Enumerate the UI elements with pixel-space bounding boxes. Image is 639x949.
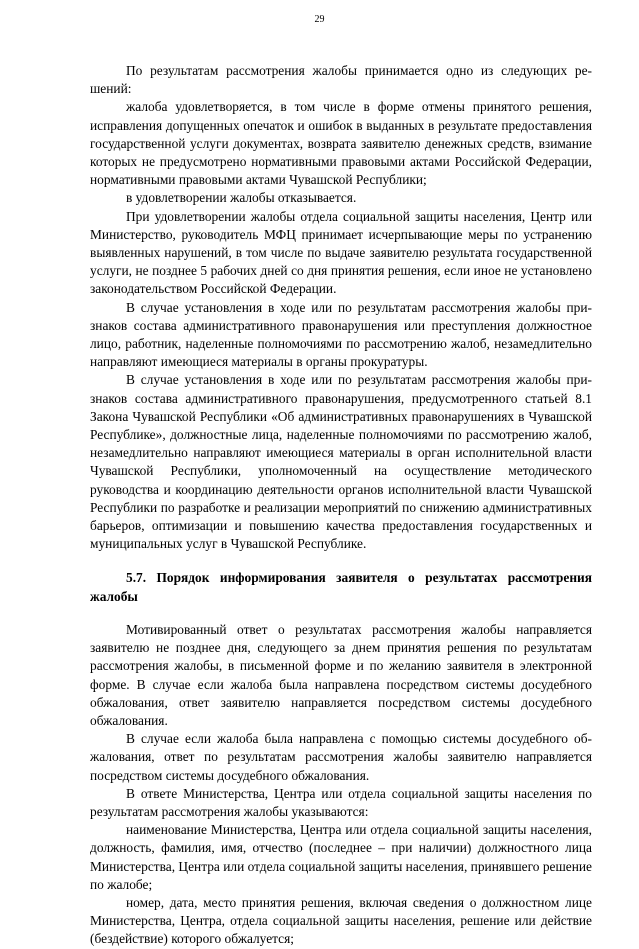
page-number: 29 bbox=[314, 14, 325, 25]
paragraph: номер, дата, место принятия решения, включая сведения о должностном лице Министерства, Центра, отдела социальной защиты населения, решение или действие (бездействие) которого обжалуется; bbox=[90, 894, 592, 947]
paragraph: В случае если жалоба была направлена с помощью системы досудебного обжалования, ответ по результатам рассмотрения жалобы заявителю направляется посредством системы досудебного обжалования. bbox=[90, 731, 592, 783]
paragraph: В ответе Министерства, Центра или отдела социальной защиты населения по результатам рассмотрения жалобы указываются: bbox=[90, 785, 592, 819]
document-body bbox=[90, 62, 592, 949]
paragraph: В случае установления в ходе или по результатам рассмотрения жалобы признаков состава административного правонарушения или преступления должностное лицо, работник, наделенные полномочиями по рассмотрению жалоб, незамедлительно направляют имеющиеся материалы в органы прокуратуры. bbox=[90, 299, 592, 370]
paragraph: По результатам рассмотрения жалобы принимается одно из следующих решений: bbox=[90, 63, 592, 97]
section-heading: 5.7. Порядок информирования заявителя о результатах рассмотрения жалобы bbox=[90, 570, 592, 604]
paragraph: жалоба удовлетворяется, в том числе в форме отмены принятого решения, исправления допущенных опечаток и ошибок в выданных в результате предоставления государственной услуги документах, возврата заявителю денежных средств, взимание которых не предусмотрено нормативными правовыми актами Российской Федерации, нормативными правовыми актами Чувашской Республики; bbox=[90, 99, 592, 188]
paragraph: В случае установления в ходе или по результатам рассмотрения жалобы признаков состава административного правонарушения, предусмотренного статьей 8.1 Закона Чувашской Республики «Об административных правонарушениях в Чувашской Республике», должностные лица, наделенные полномочиями по рассмотрению жалоб, незамедлительно направляют имеющиеся материалы в орган исполнительной власти Чувашской Республики, уполномоченный на осуществление методического руководства и координацию деятельности органов исполнительной власти Чувашской Республики по разработке и реализации мероприятий по снижению административных барьеров, оптимизации и повышению качества предоставления государственных и муниципальных услуг в Чувашской Республике. bbox=[90, 372, 592, 552]
paragraph: в удовлетворении жалобы отказывается. bbox=[126, 190, 357, 206]
paragraph: наименование Министерства, Центра или отдела социальной защиты населения, должность, фамилия, имя, отчество (последнее – при наличии) должностного лица Министерства, Центра или отдела социальной защиты населения, принявшего решение по жалобе; bbox=[90, 822, 592, 892]
paragraph: Мотивированный ответ о результатах рассмотрения жалобы направляется заявителю не позднее дня, следующего за днем принятия решения по результатам рассмотрения жалобы, в письменной форме и по желанию заявителя в электронной форме. В случае если жалоба была направлена посредством системы досудебного обжалования, ответ заявителю направляется посредством системы досудебного обжалования. bbox=[90, 621, 592, 728]
paragraph: При удовлетворении жалобы отдела социальной защиты населения, Центр или Министерство, руководитель МФЦ принимает исчерпывающие меры по устранению выявленных нарушений, в том числе по выдаче заявителю результата государственной услуги, не позднее 5 рабочих дней со дня принятия решения, если иное не установлено законодательством Российской Федерации. bbox=[90, 208, 592, 297]
